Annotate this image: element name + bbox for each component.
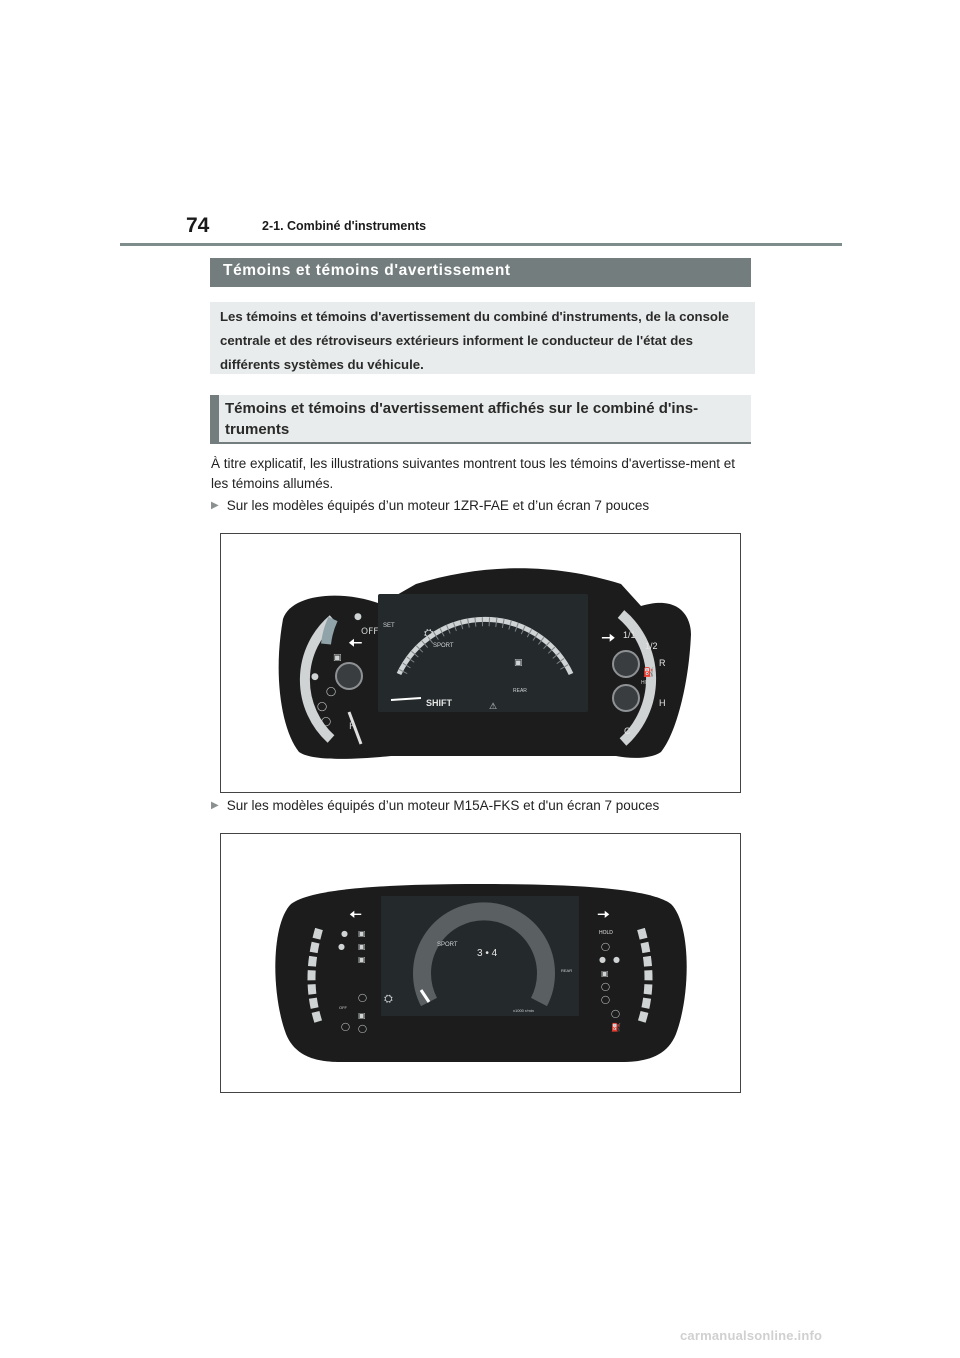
svg-text:◯: ◯: [611, 1009, 620, 1018]
cluster-illustration-2: [221, 834, 742, 1094]
svg-text:●: ●: [311, 672, 319, 682]
fuel-reserve-label: R: [659, 658, 666, 668]
screen-set-label: SET: [383, 623, 395, 629]
rpm-unit-label: x1000 r/min: [513, 1008, 534, 1013]
svg-text:●: ●: [338, 942, 345, 951]
left-knob: [336, 663, 362, 689]
screen-sport-label: SPORT: [433, 643, 454, 649]
svg-text:◯: ◯: [358, 1024, 367, 1033]
fuel-pump-icon: ⛽: [611, 1023, 621, 1032]
left-arrow-icon: 🠄: [348, 633, 363, 654]
bullet-item-1: [211, 498, 649, 513]
svg-text:◯: ◯: [341, 1022, 350, 1031]
section-banner: Témoins et témoins d'avertissement: [210, 258, 751, 287]
figure-cluster-1zr: [220, 533, 741, 793]
fuel-full-label: 1/1: [623, 630, 636, 640]
gear-indicator: 3 • 4: [477, 948, 498, 959]
screen-rear-label: REAR: [513, 688, 527, 694]
hold-label: HOLD: [599, 930, 613, 936]
fuel-half-label: 1/2: [645, 641, 658, 651]
right-arrow-icon: 🠆: [597, 905, 611, 924]
rear-label: REAR: [561, 968, 573, 973]
svg-text:OFF: OFF: [361, 627, 379, 637]
svg-text:◯: ◯: [601, 982, 610, 991]
off-label: OFF: [339, 1005, 347, 1010]
svg-text:▣: ▣: [358, 1011, 366, 1020]
svg-text:▣: ▣: [358, 955, 366, 964]
svg-text:●: ●: [599, 955, 606, 964]
intro-box: Les témoins et témoins d'avertissement du combiné d'instruments, de la console centrale et des rétroviseurs extérieurs informent le conducteur de l'état des différents systèmes du véhicule.: [210, 302, 755, 374]
parking-label: P: [349, 722, 355, 732]
running-header: 2-1. Combiné d'instruments: [262, 219, 427, 233]
bullet-item-2: [211, 798, 659, 813]
left-arrow-icon: 🠄: [349, 905, 363, 924]
subsection-heading: Témoins et témoins d'avertissement affichés sur le combiné d'ins-truments: [210, 395, 751, 444]
svg-text:◯: ◯: [601, 942, 610, 951]
svg-text:▣: ▣: [601, 969, 609, 978]
body-paragraph: À titre explicatif, les illustrations suivantes montrent tous les témoins d'avertisse-ment et les témoins allumés.: [211, 456, 736, 491]
warning-icon: ⚠: [489, 702, 498, 712]
temp-hot-label: H: [659, 698, 666, 708]
bullet-triangle-icon: ▶: [211, 800, 219, 811]
header-rule: [120, 243, 842, 246]
bullet-text: Sur les modèles équipés d’un moteur 1ZR-FAE et d’un écran 7 pouces: [226, 498, 650, 513]
bullet-text: Sur les modèles équipés d’un moteur M15A-FKS et d'un écran 7 pouces: [226, 798, 660, 813]
svg-text:●: ●: [613, 955, 620, 964]
temp-cold-label: C: [624, 726, 631, 736]
svg-text:◯: ◯: [326, 687, 337, 697]
screen-sport-label: SPORT: [437, 942, 458, 948]
right-knob-lower: [613, 685, 639, 711]
fuel-pump-icon: ⛽: [643, 668, 655, 678]
screen-shift-label: SHIFT: [426, 698, 452, 708]
right-arrow-icon: 🠆: [601, 628, 616, 649]
svg-text:●: ●: [341, 929, 348, 938]
hold-label: HOLD: [641, 680, 655, 686]
watermark: carmanualsonline.info: [680, 1328, 823, 1343]
engine-check-icon: ⛭: [384, 992, 393, 1005]
svg-text:▣: ▣: [358, 929, 366, 938]
engine-check-icon: ⛭: [424, 626, 434, 640]
battery-icon: ▣: [514, 658, 523, 668]
figure-cluster-m15a: [220, 833, 741, 1093]
svg-text:◯: ◯: [601, 995, 610, 1004]
page-number: 74: [186, 214, 210, 237]
right-knob-upper: [613, 651, 639, 677]
svg-text:◯: ◯: [317, 702, 328, 712]
svg-text:●: ●: [354, 612, 362, 622]
svg-text:▣: ▣: [358, 942, 366, 951]
svg-text:▣: ▣: [333, 653, 342, 663]
svg-text:◯: ◯: [358, 993, 367, 1002]
svg-text:◯: ◯: [321, 717, 332, 727]
cluster-illustration-1: [221, 534, 742, 794]
bullet-triangle-icon: ▶: [211, 500, 219, 511]
